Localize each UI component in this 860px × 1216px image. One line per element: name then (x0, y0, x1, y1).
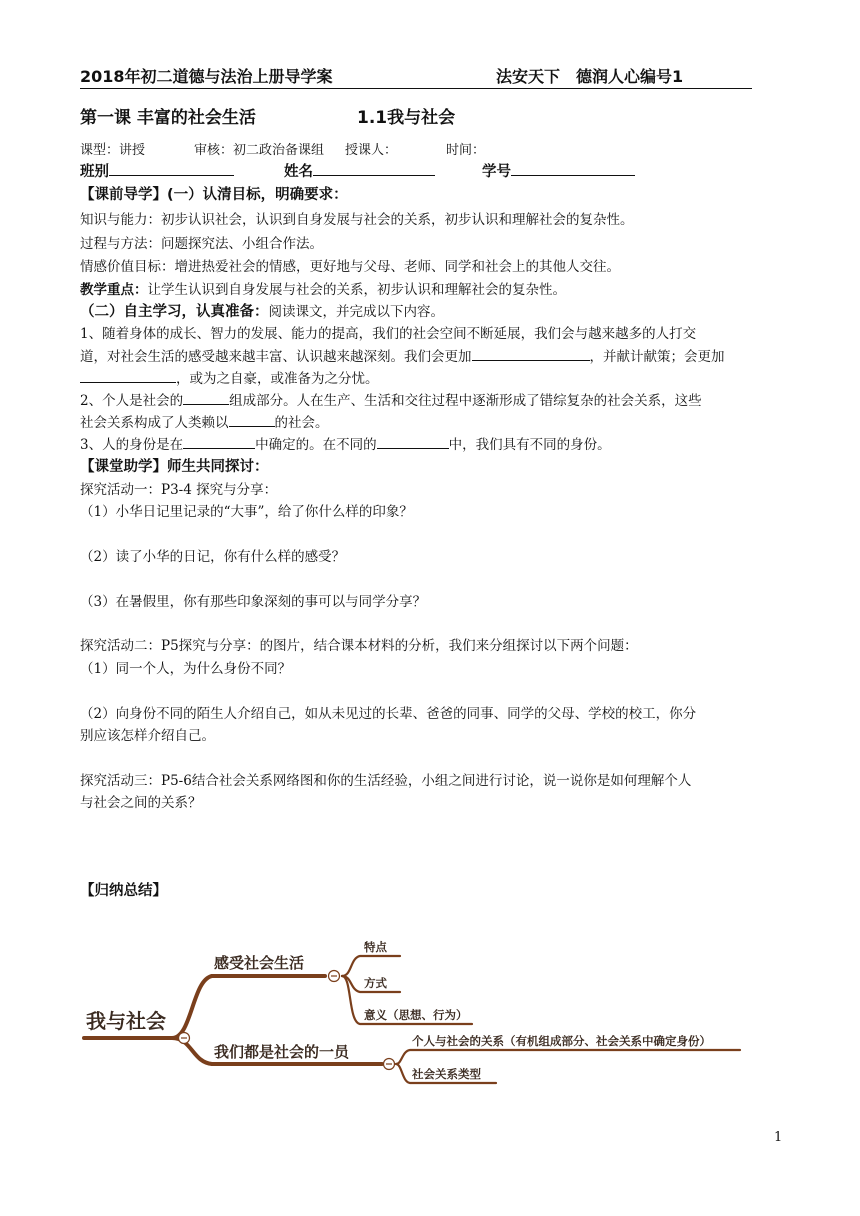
mind-map-b1-item2: 方式 (364, 976, 387, 990)
link-b1-c1 (342, 956, 400, 976)
q2-text-b: 组成部分。人在生产、生活和交往过程中逐渐形成了错综复杂的社会关系，这些 (229, 393, 702, 409)
q1-blank-1[interactable] (472, 360, 590, 361)
review-group: 审核：初二政治备课组 (194, 143, 325, 158)
q2-text-d: 的社会。 (274, 415, 329, 431)
activity-3-line2: 与社会之间的关系？ (80, 795, 202, 811)
teacher-label: 授课人： (345, 143, 398, 158)
focus-text: 让学生认识到自身发展与社会的关系，初步认识和理解社会的复杂性。 (147, 282, 566, 298)
mind-map (80, 920, 760, 1100)
mind-map-branch2: 我们都是社会的一员 (214, 1043, 350, 1061)
goal-knowledge: 知识与能力：初步认识社会，认识到自身发展与社会的关系，初步认识和理解社会的复杂性。 (80, 212, 634, 228)
activity-2-q2-line1: （2）向身份不同的陌生人介绍自己，如从未见过的长辈、爸爸的同事、同学的父母、学校的校工，你分 (80, 706, 697, 722)
activity-1-q2: （2）读了小华的日记，你有什么样的感受？ (80, 549, 346, 565)
teaching-focus (80, 278, 566, 298)
name-field (284, 160, 435, 181)
q2-line2 (80, 411, 329, 431)
header-motto: 法安天下 德润人心编号1 (496, 67, 684, 86)
goal-process: 过程与方法：问题探究法、小组合作法。 (80, 236, 323, 252)
name-label: 姓名 (284, 164, 313, 180)
q2-line1 (80, 389, 702, 409)
lesson-subtitle: 1.1我与社会 (357, 108, 456, 128)
mind-map-b1-item1: 特点 (364, 940, 387, 954)
name-blank[interactable] (313, 175, 435, 176)
q2-blank-2[interactable] (229, 426, 275, 427)
mind-map-b2-item2: 社会关系类型 (412, 1067, 481, 1081)
link-root-branch1 (172, 976, 212, 1038)
mind-map-root: 我与社会 (86, 1009, 166, 1033)
time-label: 时间： (446, 143, 486, 158)
pre-guide-heading (80, 183, 348, 204)
q2-text-a: 2、个人是社会的 (80, 393, 184, 409)
q1-line1: 1、随着身体的成长、智力的发展、能力的提高，我们的社会空间不断延展，我们会与越来越多的人打交 (80, 326, 697, 342)
class-help-text: 师生共同探讨： (167, 459, 269, 475)
q1-text-c: ，或为之自豪，或准备为之分忧。 (176, 371, 379, 387)
page-number: 1 (774, 1130, 783, 1145)
activity-1: 探究活动一：P3-4 探究与分享： (80, 482, 278, 498)
self-study (80, 300, 444, 321)
self-study-text: 阅读课文，并完成以下内容。 (268, 304, 444, 320)
lesson-type: 课型：讲授 (80, 143, 146, 158)
q3-text-a: 3、人的身份是在 (80, 437, 184, 453)
number-field (482, 160, 635, 181)
header-title: 2018年初二道德与法治上册导学案 (80, 67, 333, 86)
lesson-title: 第一课 丰富的社会生活 (80, 108, 256, 128)
number-blank[interactable] (511, 175, 635, 176)
q3-text-b: 中确定的。在不同的 (255, 437, 377, 453)
q1-line2 (80, 345, 725, 365)
mind-map-b2-item1: 个人与社会的关系（有机组成部分、社会关系中确定身份） (412, 1034, 711, 1048)
activity-1-q3: （3）在暑假里，你有那些印象深刻的事可以与同学分享？ (80, 594, 427, 610)
q2-text-c: 社会关系构成了人类赖以 (80, 415, 229, 431)
q1-text-a: 道，对社会生活的感受越来越丰富、认识越来越深刻。我们会更加 (80, 349, 472, 365)
goals-heading: (一）认清目标，明确要求： (167, 187, 348, 203)
link-b2-c1 (396, 1050, 740, 1064)
activity-2-q2-line2: 别应该怎样介绍自己。 (80, 728, 215, 744)
q3-blank-2[interactable] (377, 448, 449, 449)
activity-1-q1: （1）小华日记里记录的“大事”，给了你什么样的印象？ (80, 504, 413, 520)
class-help-heading (80, 455, 269, 476)
q2-blank-1[interactable] (183, 404, 229, 405)
mind-map-branch1: 感受社会生活 (214, 954, 305, 972)
mind-map-b1-item3: 意义（思想、行为） (364, 1008, 468, 1022)
activity-2-q1: （1）同一个人，为什么身份不同？ (80, 661, 292, 677)
focus-label: 教学重点： (80, 282, 148, 298)
q1-text-b: ，并献计献策；会更加 (589, 349, 725, 365)
number-label: 学号 (482, 164, 511, 180)
activity-2: 探究活动二：P5探究与分享：的图片，结合课本材料的分析，我们来分组探讨以下两个问题： (80, 638, 638, 654)
goal-emotion: 情感价值目标：增进热爱社会的情感，更好地与父母、老师、同学和社会上的其他人交往。 (80, 259, 620, 275)
summary-heading: 【归纳总结】 (80, 883, 167, 899)
q1-blank-2[interactable] (80, 382, 176, 383)
q3-blank-1[interactable] (183, 448, 255, 449)
pre-guide-label: 【课前导学】 (80, 187, 167, 203)
self-study-heading: （二）自主学习，认真准备： (80, 304, 269, 320)
class-label: 班别 (80, 164, 109, 180)
activity-3-line1: 探究活动三：P5-6结合社会关系网络图和你的生活经验，小组之间进行讨论，说一说你是如何理解个人 (80, 773, 692, 789)
header-rule (80, 88, 752, 89)
q3 (80, 433, 611, 453)
link-root-branch2 (172, 1038, 212, 1064)
q3-text-c: 中，我们具有不同的身份。 (448, 437, 611, 453)
student-info (80, 160, 234, 181)
class-help-label: 【课堂助学】 (80, 459, 167, 475)
class-blank[interactable] (109, 175, 234, 176)
q1-line3 (80, 367, 379, 387)
